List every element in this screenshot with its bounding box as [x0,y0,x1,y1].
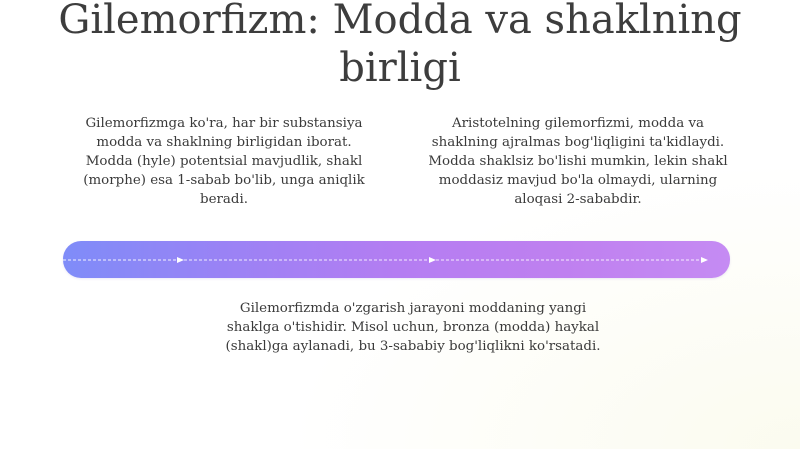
page-title: Gilemorfizm: Modda va shaklning birligi [58,0,742,91]
paragraph-left: Gilemorfizmga ko'ra, har bir substansiya modda va shaklning birligidan iborat. Modda (hyle) potentsial mavjudlik, shakl (morphe) esa 1-sabab bo'lib, unga aniqlik beradi. [83,116,365,207]
arrow-right-icon [701,257,708,263]
paragraph-bottom: Gilemorfizmda o'zgarish jarayoni moddaning yangi shaklga o'tishidir. Misol uchun, bronza (modda) haykal (shakl)ga aylanadi, bu 3-sababiy bog'liqlikni ko'rsatadi. [225,301,601,354]
arrow-right-icon [177,257,184,263]
paragraph-right: Aristotelning gilemorfizmi, modda va shaklning ajralmas bog'liqligini ta'kidlaydi. Modda shaklsiz bo'lishi mumkin, lekin shakl moddasiz mavjud bo'la olmaydi, ularning aloqasi 2-sababdir. [428,116,728,207]
arrow-right-icon [429,257,436,263]
flow-line [63,241,730,278]
flow-bar [63,241,730,278]
